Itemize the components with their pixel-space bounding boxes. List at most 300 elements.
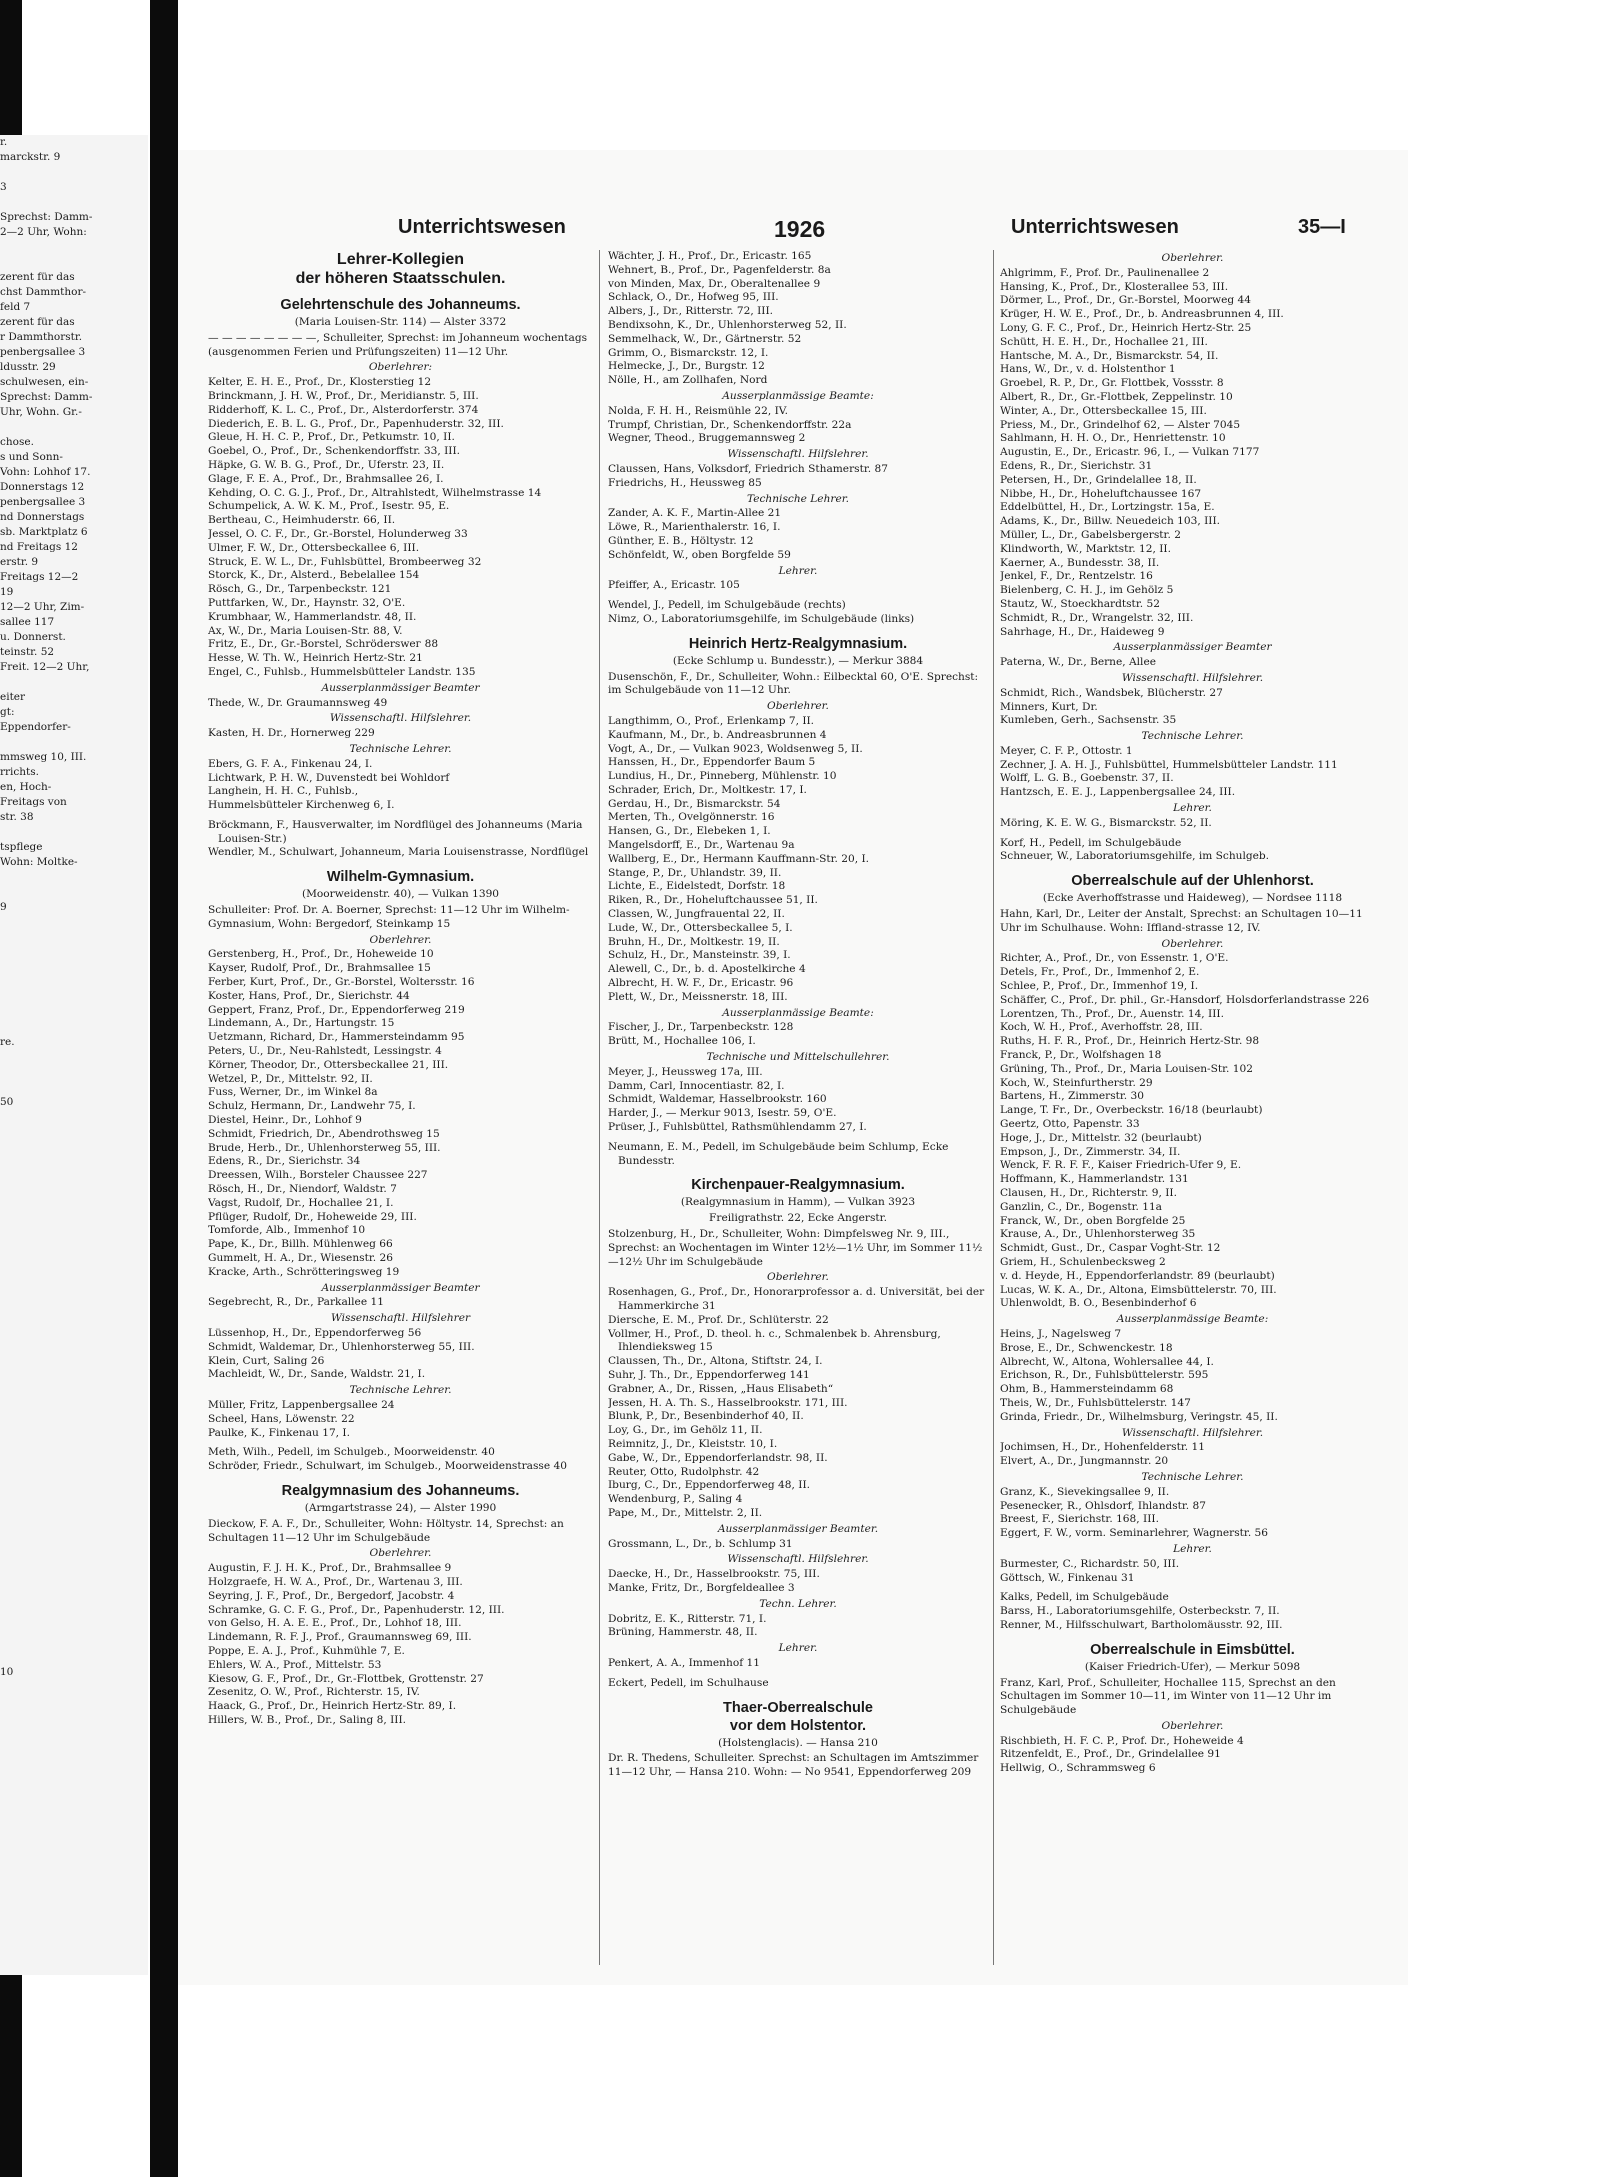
fragment-line	[0, 1320, 148, 1335]
entry: Schulz, Hermann, Dr., Landwehr 75, I.	[208, 1100, 416, 1113]
entry: Vogt, A., Dr., — Vulkan 9023, Woldsenweg 5, II.	[608, 742, 863, 755]
teacher-list	[1000, 1735, 1385, 1776]
entry: Wendler, M., Schulwart, Johanneum, Maria Louisenstrasse, Nordflügel	[208, 846, 589, 859]
entry: Diederich, E. B. L. G., Prof., Dr., Papenhuderstr. 32, III.	[208, 417, 504, 430]
entry: Schlee, P., Prof., Dr., Immenhof 19, I.	[1000, 980, 1199, 993]
group-heading: Technische Lehrer.	[349, 1384, 452, 1397]
entry: Erichson, R., Dr., Fuhlsbüttelerstr. 595	[1000, 1369, 1209, 1382]
entry: Penkert, A. A., Immenhof 11	[608, 1656, 760, 1669]
fragment-line: 9	[0, 901, 7, 913]
entry: Hanssen, H., Dr., Eppendorfer Baum 5	[608, 756, 816, 769]
group-heading: Wissenschaftl. Hilfslehrer.	[727, 1553, 869, 1566]
fragment-line: r.	[0, 136, 8, 148]
teacher-list	[1000, 1441, 1385, 1469]
entry: Lindemann, A., Dr., Hartungstr. 15	[208, 1017, 395, 1030]
entry: Ferber, Kurt, Prof., Dr., Gr.-Borstel, Woltersstr. 16	[208, 976, 475, 989]
entry: Krause, A., Dr., Uhlenhorsterweg 35	[1000, 1228, 1196, 1241]
entry: Grossmann, L., Dr., b. Schlump 31	[608, 1537, 793, 1550]
entry: Nibbe, H., Dr., Hoheluftchaussee 167	[1000, 487, 1202, 500]
entry: Puttfarken, W., Dr., Haynstr. 32, O'E.	[208, 596, 406, 609]
entry: Häpke, G. W. B. G., Prof., Dr., Uferstr. 23, II.	[208, 458, 445, 471]
school-title: Heinrich Hertz-Realgymnasium.	[688, 635, 908, 652]
entry: Alewell, C., Dr., b. d. Apostelkirche 4	[608, 963, 806, 976]
entry: Pape, M., Dr., Mittelstr. 2, II.	[608, 1506, 763, 1519]
group-heading: Ausserplanmässige Beamte:	[722, 1006, 874, 1019]
entry: Koch, W., Steinfurtherstr. 29	[1000, 1076, 1153, 1089]
fragment-line	[0, 1215, 148, 1230]
entry: Gabe, W., Dr., Eppendorferlandstr. 98, II.	[608, 1451, 828, 1464]
entry: Manke, Fritz, Dr., Borgfeldeallee 3	[608, 1581, 795, 1594]
fragment-line	[0, 1155, 148, 1170]
entry: Hillers, W. B., Prof., Dr., Saling 8, III.	[208, 1713, 406, 1726]
entry: Rösch, G., Dr., Tarpenbeckstr. 121	[208, 583, 392, 596]
school-address: (Ecke Averhoffstrasse und Haideweg), — Nordsee 1118	[1042, 892, 1343, 905]
fragment-line	[0, 1560, 148, 1575]
school-address: (Kaiser Friedrich-Ufer), — Merkur 5098	[1084, 1660, 1301, 1673]
fragment-line	[0, 1500, 148, 1515]
teacher-list	[208, 376, 593, 680]
teacher-list	[1000, 1328, 1385, 1425]
fragment-line	[0, 1185, 148, 1200]
entry: Hansing, K., Prof., Dr., Klosterallee 53, III.	[1000, 280, 1229, 293]
entry: Lange, T. Fr., Dr., Overbeckstr. 16/18 (beurlaubt)	[1000, 1104, 1263, 1117]
school-address: (Moorweidenstr. 40), — Vulkan 1390	[301, 888, 500, 901]
group-heading: Ausserplanmässiger Beamter	[1113, 641, 1272, 654]
fragment-line: feld 7	[0, 301, 31, 313]
entry: Blunk, P., Dr., Besenbinderhof 40, II.	[608, 1410, 804, 1423]
entry: Schramke, G. C. F. G., Prof., Dr., Papenhuderstr. 12, III.	[208, 1603, 505, 1616]
fragment-line	[0, 1275, 148, 1290]
teacher-list	[1000, 656, 1385, 670]
fragment-line: gt:	[0, 706, 15, 718]
fragment-line: Sprechst: Damm-	[0, 211, 93, 223]
staff-list	[608, 1677, 988, 1691]
entry: Thede, W., Dr. Graumannsweg 49	[208, 696, 388, 709]
school-title: Gelehrtenschule des Johanneums.	[280, 297, 521, 313]
entry: Goebel, O., Prof., Dr., Schenkendorffstr. 33, III.	[208, 445, 460, 458]
teacher-list	[208, 1296, 593, 1310]
teacher-list	[608, 507, 988, 562]
fragment-line	[0, 1110, 148, 1125]
entry: Meyer, C. F. P., Ottostr. 1	[1000, 744, 1133, 757]
fragment-line	[0, 1050, 148, 1065]
teacher-list	[208, 697, 593, 711]
group-heading: Oberlehrer.	[1161, 1719, 1224, 1732]
fragment-line	[0, 240, 148, 255]
teacher-list	[208, 1399, 593, 1440]
school-address: (Holstenglacis). — Hansa 210	[718, 1736, 878, 1749]
entry: Sahlmann, H. H. O., Dr., Henriettenstr. 10	[1000, 432, 1226, 445]
fragment-line	[0, 930, 148, 945]
entry: Kumleben, Gerh., Sachsenstr. 35	[1000, 714, 1177, 727]
fragment-line	[0, 165, 148, 180]
entry: Lindemann, R. F. J., Prof., Graumannsweg 69, III.	[208, 1631, 472, 1644]
entry: Kasten, H. Dr., Hornerweg 229	[208, 727, 375, 740]
entry: Bröckmann, F., Hausverwalter, im Nordflügel des Johanneums (Maria Louisen-Str.)	[208, 818, 583, 845]
entry: Kiesow, G. F., Prof., Dr., Gr.-Flottbek, Grottenstr. 27	[208, 1672, 484, 1685]
entry: Schmidt, Friedrich, Dr., Abendrothsweg 15	[208, 1127, 440, 1140]
entry: Eddelbüttel, H., Dr., Lortzingstr. 15a, E.	[1000, 501, 1215, 514]
entry: Schlack, O., Dr., Hofweg 95, III.	[608, 291, 779, 304]
entry: Schumpelick, A. W. K. M., Prof., Isestr. 95, E.	[208, 500, 450, 513]
teacher-list	[208, 727, 593, 741]
entry: Nölle, H., am Zollhafen, Nord	[608, 374, 768, 387]
teacher-list	[208, 758, 593, 813]
entry: Schmidt, Gust., Dr., Caspar Voght-Str. 12	[1000, 1242, 1221, 1255]
entry: Granz, K., Sievekingsallee 9, II.	[1000, 1485, 1170, 1498]
entry: Langhein, H. H. C., Fuhlsb.,	[208, 785, 359, 798]
fragment-line	[0, 735, 148, 750]
fragment-line	[0, 1650, 148, 1665]
entry: Wolff, L. G. B., Goebenstr. 37, II.	[1000, 772, 1174, 785]
school-title: Kirchenpauer-Realgymnasium.	[691, 1177, 905, 1194]
entry: Reimnitz, J., Dr., Kleiststr. 10, I.	[608, 1437, 778, 1450]
group-heading: Wissenschaftl. Hilfslehrer	[330, 1312, 471, 1325]
entry: Pape, K., Dr., Billh. Mühlenweg 66	[208, 1238, 393, 1251]
fragment-line: s und Sonn-	[0, 451, 63, 463]
fragment-line: Uhr, Wohn. Gr.-	[0, 406, 82, 418]
staff-list	[1000, 1591, 1385, 1632]
entry: Ritzenfeldt, E., Prof., Dr., Grindelallee 91	[1000, 1748, 1221, 1761]
group-heading: Technische Lehrer.	[1141, 1470, 1244, 1483]
entry: Brinckmann, J. H. W., Prof., Dr., Meridianstr. 5, III.	[208, 389, 479, 402]
fragment-line	[0, 420, 148, 435]
entry: Zechner, J. A. H. J., Fuhlsbüttel, Hummelsbütteler Landstr. 111	[1000, 758, 1338, 771]
entry: Hellwig, O., Schrammsweg 6	[1000, 1762, 1156, 1775]
entry: Lichtwark, P. H. W., Duvenstedt bei Wohldorf	[208, 771, 450, 784]
teacher-list	[608, 463, 988, 491]
fragment-line: str. 38	[0, 811, 34, 823]
entry: Clausen, H., Dr., Richterstr. 9, II.	[1000, 1187, 1177, 1199]
teacher-list	[608, 1657, 988, 1671]
entry: Hoffmann, K., Hammerlandstr. 131	[1000, 1173, 1189, 1186]
group-heading: Lehrer.	[1173, 1542, 1212, 1555]
entry: Körner, Theodor, Dr., Ottersbeckallee 21, III.	[208, 1058, 449, 1071]
entry: Wächter, J. H., Prof., Dr., Ericastr. 165	[608, 250, 812, 262]
entry: Ganzlin, C., Dr., Bogenstr. 11a	[1000, 1200, 1163, 1213]
fragment-line: r Dammthorstr.	[0, 331, 83, 343]
entry: Schönfeldt, W., oben Borgfelde 59	[608, 548, 791, 561]
school-leader: Stolzenburg, H., Dr., Schulleiter, Wohn: Dimpfelsweg Nr. 9, III., Sprechst: an Wochentagen im Winter 12½—1½ Uhr, im Sommer 11½—12½ Uhr im Schulgebäude	[608, 1228, 983, 1268]
fragment-line	[0, 1170, 148, 1185]
entry: Grinda, Friedr., Dr., Wilhelmsburg, Veringstr. 45, II.	[1000, 1410, 1278, 1423]
entry: Holzgraefe, H. W. A., Prof., Dr., Wartenau 3, III.	[208, 1575, 463, 1588]
fragment-line: tspflege	[0, 841, 43, 853]
fragment-line: marckstr. 9	[0, 151, 61, 163]
entry: Hummelsbütteler Kirchenweg 6, I.	[208, 799, 395, 812]
fragment-line	[0, 1125, 148, 1140]
entry: Dreessen, Wilh., Borsteler Chaussee 227	[208, 1169, 428, 1182]
fragment-line: Vohn: Lohhof 17.	[0, 466, 91, 478]
entry: Detels, Fr., Prof., Dr., Immenhof 2, E.	[1000, 966, 1200, 979]
entry: Daecke, H., Dr., Hasselbrookstr. 75, III.	[608, 1568, 820, 1581]
entry: Jessen, H. A. Th. S., Hasselbrookstr. 171, III.	[608, 1396, 848, 1409]
group-heading: Ausserplanmässiger Beamter	[321, 1281, 480, 1294]
fragment-line	[0, 1485, 148, 1500]
group-heading: Techn. Lehrer.	[759, 1597, 837, 1610]
entry: Hans, W., Dr., v. d. Holstenthor 1	[1000, 363, 1176, 376]
group-heading: Wissenschaftl. Hilfslehrer.	[1121, 671, 1264, 684]
entry: Kayser, Rudolf, Prof., Dr., Brahmsallee 15	[208, 962, 431, 975]
entry: Zander, A. K. F., Martin-Allee 21	[608, 507, 782, 520]
group-heading: Technische Lehrer.	[349, 742, 452, 755]
entry: Reuter, Otto, Rudolphstr. 42	[608, 1465, 760, 1478]
school-address: (Realgymnasium in Hamm), — Vulkan 3923	[680, 1196, 916, 1209]
school-leader: Franz, Karl, Prof., Schulleiter, Hochallee 115, Sprechst an den Schultagen im Sommer 10—11, im Winter von 11—12 Uhr im Schulgebäude	[1000, 1676, 1336, 1717]
entry: Pflüger, Rudolf, Dr., Hoheweide 29, III.	[208, 1210, 417, 1223]
page-gutter-shadow	[150, 0, 178, 2177]
entry: Augustin, F. J. H. K., Prof., Dr., Brahmsallee 9	[208, 1562, 452, 1575]
fragment-line	[0, 960, 148, 975]
entry: Peters, U., Dr., Neu-Rahlstedt, Lessingstr. 4	[208, 1045, 442, 1058]
entry: Suhr, J. Th., Dr., Eppendorferweg 141	[608, 1368, 810, 1381]
entry: Kaerner, A., Bundesstr. 38, II.	[1000, 556, 1160, 569]
section-heading: der höheren Staatsschulen.	[295, 270, 506, 287]
entry: Wehnert, B., Prof., Dr., Pagenfelderstr. 8a	[608, 263, 831, 276]
entry: Pfeiffer, A., Ericastr. 105	[608, 579, 740, 592]
entry: Machleidt, W., Dr., Sande, Waldstr. 21, I.	[208, 1368, 426, 1381]
fragment-line: 19	[0, 586, 14, 598]
entry: Bruhn, H., Dr., Moltkestr. 19, II.	[608, 935, 780, 948]
school-leader: Dusenschön, F., Dr., Schulleiter, Wohn.: Eilbecktal 60, O'E. Sprechst: im Schulgebäude von 11—12 Uhr.	[608, 670, 979, 697]
entry: Schrader, Erich, Dr., Moltkestr. 17, I.	[608, 783, 807, 796]
entry: Nolda, F. H. H., Reismühle 22, IV.	[608, 404, 788, 417]
fragment-line	[0, 255, 148, 270]
fragment-line	[0, 1605, 148, 1620]
entry: Kelter, E. H. E., Prof., Dr., Klosterstieg 12	[208, 376, 432, 389]
entry: Loy, G., Dr., im Gehölz 11, II.	[608, 1424, 763, 1437]
fragment-line	[0, 1440, 148, 1455]
entry: Helmecke, J., Dr., Burgstr. 12	[608, 360, 765, 373]
fragment-line: nd Donnerstags	[0, 511, 85, 523]
school-leader: Dieckow, F. A. F., Dr., Schulleiter, Wohn: Höltystr. 14, Sprechst: an Schultagen 11—12 Uhr im Schulgebäude	[208, 1517, 564, 1544]
fragment-line	[0, 975, 148, 990]
fragment-line: penbergsallee 3	[0, 346, 86, 358]
entry: Bartens, H., Zimmerstr. 30	[1000, 1090, 1145, 1103]
entry: Gerdau, H., Dr., Bismarckstr. 54	[608, 797, 781, 810]
entry: Rosenhagen, G., Prof., Dr., Honorarprofessor a. d. Universität, bei der Hammerkirche 31	[608, 1286, 985, 1312]
entry: Krumbhaar, W., Hammerlandstr. 48, II.	[208, 610, 417, 623]
school-leader: Hahn, Karl, Dr., Leiter der Anstalt, Sprechst: an Schultagen 10—11 Uhr im Schulhause. Wohn: Iffland-strasse 12, IV.	[1000, 908, 1363, 934]
fragment-line	[0, 1590, 148, 1605]
entry: Dobritz, E. K., Ritterstr. 71, I.	[608, 1612, 767, 1625]
fragment-line	[0, 990, 148, 1005]
fragment-line	[0, 915, 148, 930]
previous-page-fragment	[0, 135, 148, 1975]
school-leader: Dr. R. Thedens, Schulleiter. Sprechst: an Schultagen im Amtszimmer 11—12 Uhr, — Hansa 210. Wohn: — No 9541, Eppendorferweg 209	[608, 1752, 979, 1779]
fragment-line	[0, 1455, 148, 1470]
entry: Meyer, J., Heussweg 17a, III.	[608, 1065, 763, 1078]
group-heading: Technische Lehrer.	[1141, 730, 1244, 743]
entry: Eckert, Pedell, im Schulhause	[608, 1676, 769, 1689]
entry: Riken, R., Dr., Hoheluftchaussee 51, II.	[608, 894, 818, 907]
teacher-list	[1000, 1558, 1385, 1586]
fragment-line: erstr. 9	[0, 556, 39, 568]
entry: Griem, H., Schulenbecksweg 2	[1000, 1255, 1166, 1268]
teacher-list	[1000, 745, 1385, 800]
entry: Jessel, O. C. F., Dr., Gr.-Borstel, Holunderweg 33	[208, 527, 468, 540]
entry: Ahlgrimm, F., Prof. Dr., Paulinenallee 2	[1000, 266, 1210, 279]
entry: Geppert, Franz, Prof., Dr., Eppendorferweg 219	[208, 1003, 465, 1016]
entry: Ax, W., Dr., Maria Louisen-Str. 88, V.	[208, 624, 403, 637]
teacher-list	[208, 1562, 593, 1728]
entry: Theis, W., Dr., Fuhlsbüttelerstr. 147	[1000, 1396, 1191, 1409]
entry: Winter, A., Dr., Ottersbeckallee 15, III.	[1000, 404, 1207, 417]
group-heading: Wissenschaftl. Hilfslehrer.	[727, 448, 869, 461]
entry: Burmester, C., Richardstr. 50, III.	[1000, 1557, 1180, 1570]
group-heading: Oberlehrer.	[767, 700, 829, 713]
entry: Ohm, B., Hammersteindamm 68	[1000, 1383, 1174, 1396]
entry: Vollmer, H., Prof., D. theol. h. c., Schmalenbek b. Ahrensburg, Ihlendieksweg 15	[608, 1327, 941, 1354]
fragment-line: 10	[0, 1666, 14, 1678]
entry: Ridderhoff, K. L. C., Prof., Dr., Alsterdorferstr. 374	[208, 403, 479, 416]
entry: von Gelso, H. A. E. E., Prof., Dr., Lohhof 18, III.	[208, 1617, 462, 1630]
entry: Uhlenwoldt, B. O., Besenbinderhof 6	[1000, 1297, 1197, 1310]
entry: Wendel, J., Pedell, im Schulgebäude (rechts)	[608, 599, 846, 612]
entry: Zesenitz, O. W., Prof., Richterstr. 15, IV.	[208, 1686, 420, 1699]
entry: Albert, R., Dr., Gr.-Flottbek, Zeppelinstr. 10	[1000, 390, 1233, 403]
entry: Hoge, J., Dr., Mittelstr. 32 (beurlaubt)	[1000, 1131, 1202, 1144]
entry: Hansen, G., Dr., Elebeken 1, I.	[608, 825, 771, 838]
fragment-line	[0, 1395, 148, 1410]
fragment-line: Wohn: Moltke-	[0, 856, 78, 868]
teacher-list	[608, 1286, 988, 1521]
group-heading: Wissenschaftl. Hilfslehrer.	[1121, 1426, 1264, 1439]
fragment-line	[0, 870, 148, 885]
entry: Richter, A., Prof., Dr., von Essenstr. 1, O'E.	[1000, 952, 1229, 965]
entry: Lude, W., Dr., Ottersbeckallee 5, I.	[608, 921, 793, 934]
entry: Schulz, H., Dr., Mansteinstr. 39, I.	[608, 949, 791, 962]
entry: Classen, W., Jungfrauental 22, II.	[608, 908, 785, 921]
group-heading: Ausserplanmässige Beamte:	[1116, 1313, 1269, 1326]
page-number: 35—I	[1298, 216, 1346, 238]
fragment-line	[0, 1335, 148, 1350]
teacher-list	[608, 1021, 988, 1049]
entry: Semmelhack, W., Dr., Gärtnerstr. 52	[608, 332, 802, 345]
entry: Segebrecht, R., Dr., Parkallee 11	[208, 1296, 384, 1309]
entry: Sahrhage, H., Dr., Haideweg 9	[1000, 625, 1165, 638]
entry: Dörmer, L., Prof., Dr., Gr.-Borstel, Moorweg 44	[1000, 294, 1251, 307]
entry: Lundius, H., Dr., Pinneberg, Mühlenstr. 10	[608, 770, 837, 783]
fragment-line: Donnerstags 12	[0, 481, 85, 493]
entry: Lucas, W. K. A., Dr., Altona, Eimsbüttelerstr. 70, III.	[1000, 1283, 1277, 1296]
entry: Klein, Curt, Saling 26	[208, 1354, 325, 1367]
fragment-line	[0, 1425, 148, 1440]
entry: Wendenburg, P., Saling 4	[608, 1493, 743, 1506]
fragment-line: Freitags 12—2	[0, 571, 79, 583]
entry: Schneuer, W., Laboratoriumsgehilfe, im Schulgeb.	[1000, 850, 1270, 863]
entry: Minners, Kurt, Dr.	[1000, 700, 1098, 713]
entry: Paulke, K., Finkenau 17, I.	[208, 1426, 350, 1439]
school-title: Oberrealschule auf der Uhlenhorst.	[1071, 873, 1314, 890]
entry: Seyring, J. F., Prof., Dr., Bergedorf, Jacobstr. 4	[208, 1589, 455, 1602]
teacher-list	[608, 250, 988, 388]
entry: Adams, K., Dr., Billw. Neuedeich 103, III.	[1000, 515, 1221, 528]
entry: Edens, R., Dr., Sierichstr. 31	[1000, 459, 1153, 472]
fragment-line	[0, 1635, 148, 1650]
staff-list	[608, 599, 988, 627]
entry: Jochimsen, H., Dr., Hohenfelderstr. 11	[1000, 1441, 1205, 1454]
entry: Barss, H., Laboratoriumsgehilfe, Osterbeckstr. 7, II.	[1000, 1605, 1280, 1618]
entry: Müller, Fritz, Lappenbergsallee 24	[208, 1398, 395, 1411]
entry: Lony, G. F. C., Prof., Dr., Heinrich Hertz-Str. 25	[1000, 321, 1252, 334]
group-heading: Oberlehrer.	[1161, 937, 1224, 950]
school-leader: — — — — — — — —, Schulleiter, Sprechst: im Johanneum wochentags (ausgenommen Ferien und Prüfungszeiten) 11—12 Uhr.	[208, 331, 588, 358]
school-title-line-2: vor dem Holstentor.	[729, 1717, 867, 1734]
fragment-line: ldusstr. 29	[0, 361, 56, 373]
column-divider	[599, 250, 600, 1965]
entry: Kracke, Arth., Schrötteringsweg 19	[208, 1265, 400, 1278]
fragment-line	[0, 1530, 148, 1545]
entry: Schmidt, R., Dr., Wrangelstr. 32, III.	[1000, 611, 1194, 624]
entry: Empson, J., Dr., Zimmerstr. 34, II.	[1000, 1145, 1181, 1158]
fragment-line: 12—2 Uhr, Zim-	[0, 601, 85, 613]
group-heading: Technische und Mittelschullehrer.	[706, 1051, 890, 1064]
group-heading: Oberlehrer.	[369, 933, 432, 946]
teacher-list	[1000, 817, 1385, 831]
fragment-line: u. Donnerst.	[0, 631, 66, 643]
entry: Damm, Carl, Innocentiastr. 82, I.	[608, 1079, 785, 1092]
entry: Geertz, Otto, Papenstr. 33	[1000, 1118, 1140, 1131]
entry: Vagst, Rudolf, Dr., Hochallee 21, I.	[208, 1196, 394, 1209]
fragment-line: 2—2 Uhr, Wohn:	[0, 226, 87, 238]
entry: Ebers, G. F. A., Finkenau 24, I.	[208, 757, 373, 770]
fragment-line: eiter	[0, 691, 26, 703]
section-heading: Lehrer-Kollegien	[336, 251, 465, 268]
entry: Bielenberg, C. H. J., im Gehölz 5	[1000, 584, 1174, 597]
fragment-line: penbergsallee 3	[0, 496, 86, 508]
entry: Franck, W., Dr., oben Borgfelde 25	[1000, 1214, 1186, 1227]
entry: Gummelt, H. A., Dr., Wiesenstr. 26	[208, 1252, 393, 1264]
teacher-list	[1000, 267, 1385, 640]
entry: Fritz, E., Dr., Gr.-Borstel, Schröderswег 88	[208, 638, 439, 651]
entry: Kaufmann, M., Dr., b. Andreasbrunnen 4	[608, 728, 827, 741]
entry: Brude, Herb., Dr., Uhlenhorsterweg 55, III.	[208, 1141, 441, 1154]
entry: Albers, J., Dr., Ritterstr. 72, III.	[608, 305, 774, 318]
school-address: (Maria Louisen-Str. 114) — Alster 3372	[294, 316, 507, 328]
entry: Fuss, Werner, Dr., im Winkel 8a	[208, 1086, 378, 1099]
entry: Renner, M., Hilfsschulwart, Bartholomäusstr. 92, III.	[1000, 1618, 1283, 1631]
group-heading: Ausserplanmässige Beamte:	[722, 389, 874, 402]
entry: Eggert, F. W., vorm. Seminarlehrer, Wagnerstr. 56	[1000, 1527, 1269, 1540]
fragment-line: sallee 117	[0, 616, 55, 628]
group-heading: Technische Lehrer.	[746, 492, 850, 505]
entry: Hesse, W. Th. W., Heinrich Hertz-Str. 21	[208, 652, 423, 665]
fragment-line: 3	[0, 181, 7, 193]
fragment-line	[0, 1260, 148, 1275]
entry: Heins, J., Nagelsweg 7	[1000, 1327, 1122, 1340]
entry: v. d. Heyde, H., Eppendorferlandstr. 89 (beurlaubt)	[1000, 1269, 1275, 1282]
entry: Franck, P., Dr., Wolfshagen 18	[1000, 1049, 1162, 1062]
entry: Harder, J., — Merkur 9013, Isestr. 59, O'E.	[608, 1107, 837, 1120]
group-heading: Ausserplanmässiger Beamter.	[717, 1522, 879, 1535]
entry: Hantzsch, E. E. J., Lappenbergsallee 24, III.	[1000, 786, 1236, 799]
entry: Albrecht, W., Altona, Wohlersallee 44, I.	[1000, 1355, 1214, 1368]
entry: Diersche, E. M., Prof. Dr., Schlüterstr. 22	[608, 1313, 829, 1326]
fragment-line	[0, 1245, 148, 1260]
teacher-list	[1000, 687, 1385, 728]
entry: Brüning, Hammerstr. 48, II.	[608, 1626, 758, 1639]
fragment-line: zerent für das	[0, 316, 75, 328]
teacher-list	[1000, 1486, 1385, 1541]
teacher-list	[608, 579, 988, 593]
school-title: Wilhelm-Gymnasium.	[326, 869, 475, 886]
entry: Schäffer, C., Prof., Dr. phil., Gr.-Hansdorf, Holsdorferlandstrasse 226	[1000, 993, 1370, 1006]
entry: Schröder, Friedr., Schulwart, im Schulgeb., Moorweidenstrasse 40	[208, 1460, 567, 1473]
fragment-line	[0, 1020, 148, 1035]
entry: Edens, R., Dr., Sierichstr. 34	[208, 1155, 361, 1168]
fragment-line: Freitags von	[0, 796, 67, 808]
